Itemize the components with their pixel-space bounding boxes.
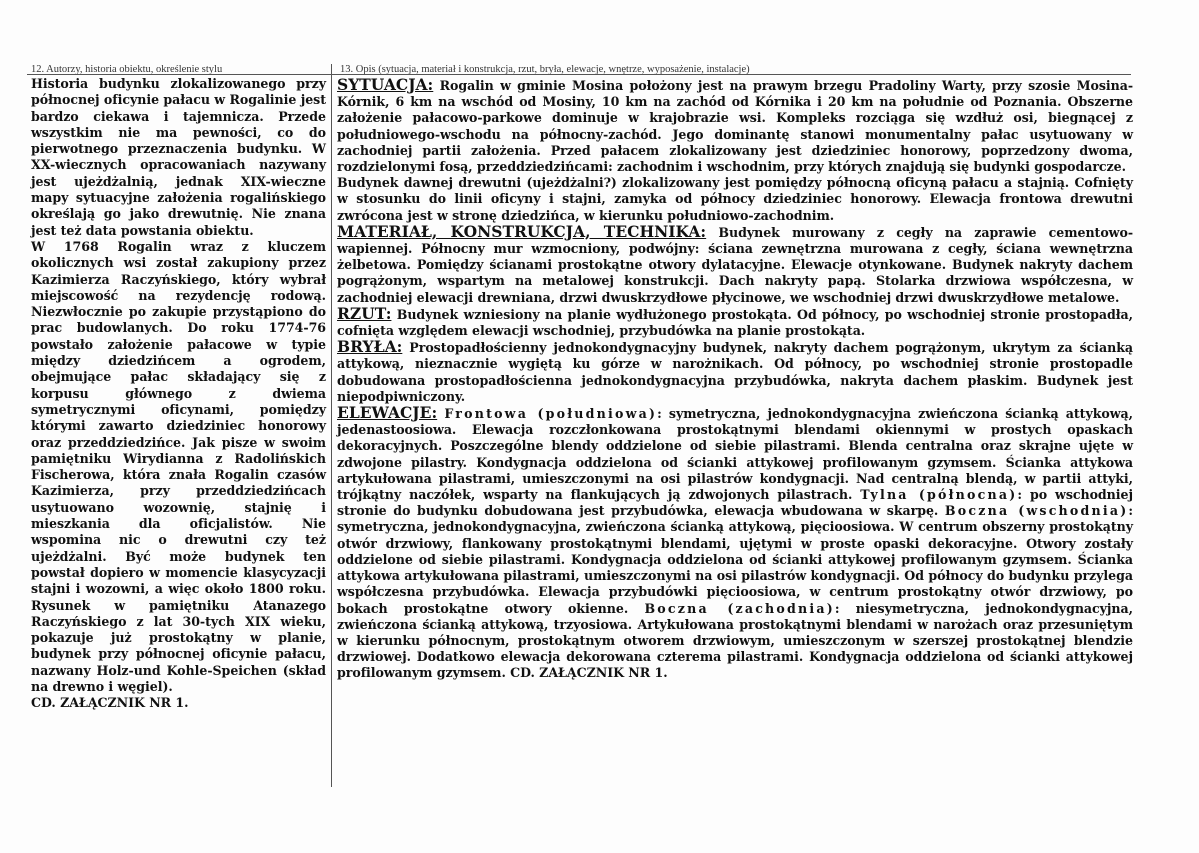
label-frontowa: Frontowa (południowa) (444, 406, 658, 422)
heading-sytuacja: SYTUACJA: (337, 75, 434, 94)
section-rzut (337, 303, 1133, 339)
history-column (31, 76, 326, 712)
material-text: Budynek murowany z cegły na zaprawie cementowo-wapiennej. Północny mur wzmocniony, podwójny: ściana zewnętrzna murowana z cegły, ściana wewnętrzna żelbetowa. Pomiędzy ścianami prostokątne otwory dylatacyjne. Elewacje otynkowane. Budynek nakryty dachem pogrążonym, wspartym na metalowej konstrukcji. Dach nakryty papą. Stolarka drzwiowa współczesna, w zachodniej elewacji drewniana, drzwi dwuskrzydłowe płycinowe, we wschodniej drzwi dwuskrzydłowe metalowe. (337, 224, 1133, 305)
left-column-header: 12. Autorzy, historia obiektu, określenie stylu (31, 64, 223, 75)
bryla-text: Prostopadłościenny jednokondygnacyjny budynek, nakryty dachem pogrążonym, ukrytym za ścianką attykową, nieznacznie wygiętą ku górze w narożnikach. Od północy, po wschodniej stronie prostopadle dobudowana prostopadłościenna jednokondygnacyjna przybudówka, nakryta dachem płaskim. Budynek jest niepodpiwniczony. (337, 340, 1133, 404)
frontowa-text: : symetryczna, jednokondygnacyjna zwieńczona ścianką attykową, jedenastoosiowa. Elewacja rozczłonkowana prostokątnymi blendami okiennymi w prostych opaskach dekoracyjnych. Poszczególne blendy oddzielone od siebie pilastrami. Blenda centralna oraz skrajne ujęte w zdwojone pilastry. Kondygnacja oddzielona od ścianki attykowej profilowanym gzymsem. Ścianka attykowa artykułowana pilastrami, umieszczonymi na osi pilastrów kondygnacji. Nad centralną blendą, w partii attyki, trójkątny naczółek, wsparty na flankujących ją zdwojonych pilastrach. (337, 406, 1133, 503)
tylna-text: : po wschodniej stronie do budynku dobudowana jest przybudówka, elewacja wbudowana w skarpę. (337, 487, 1133, 519)
section-material (337, 221, 1133, 306)
section-sytuacja (337, 77, 1133, 175)
heading-elewacje: ELEWACJE: (337, 403, 438, 423)
heading-bryla: BRYŁA: (337, 337, 403, 357)
history-continuation-note: CD. ZAŁĄCZNIK NR 1. (31, 695, 189, 711)
heading-rzut: RZUT: (337, 303, 392, 323)
description-column (337, 77, 1133, 682)
rzut-text: Budynek wzniesiony na planie wydłużonego prostokąta. Od północy, po wschodniej stronie prostopadła, cofnięta względem elewacji wschodniej, przybudówka na planie prostokąta. (337, 306, 1133, 339)
label-boczna-wschodnia: Boczna (wschodnia) (944, 503, 1129, 519)
boczna-zachodnia-text: : niesymetryczna, jednokondygnacyjna, zwieńczona ścianką attykową, trzyosiowa. Artykułowana prostokątnymi blendami w narożach oraz przesuniętym w kierunku północnym, prostokątnym otworem drzwiowym, umieszczonym w szerszej prostokątnej blendzie drzwiowej. Dodatkowo elewacja dekorowana czterema pilastrami. Kondygnacja oddzielona od ścianki attykowej profilowanym gzymsem. CD. ZAŁĄCZNIK NR 1. (337, 600, 1133, 681)
history-paragraph-2: W 1768 Rogalin wraz z kluczem okolicznych wsi został zakupiony przez Kazimierza Raczyńskiego, który wybrał miejscowość na rezydencję rodową. Niezwłocznie po zakupie przystąpiono do prac budowlanych. Do roku 1774-76 powstało założenie pałacowe w typie między dziedzińcem a ogrodem, obejmujące pałac składający się z korpusu głównego z dwiema symetrycznymi oficynami, pomiędzy którymi zawarto dziedziniec honorowy oraz przeddziedzińce. Jak pisze w swoim pamiętniku Wirydianna z Radolińskich Fischerowa, która znała Rogalin czasów Kazimierza, przy przeddziedzińcach usytuowano wozownię, stajnię i mieszkania dla oficjalistów. Nie wspomina nic o drewutni czy też ujeżdżalni. Być może budynek ten powstał dopiero w momencie klasycyzacji stajni i wozowni, a więc około 1800 roku. Rysunek w pamiętniku Atanazego Raczyńskiego z lat 30-tych XIX wieku, pokazuje już prostokątny w planie, budynek przy północnej oficynie pałacu, nazwany Holz-und Kohle-Speichen (skład na drewno i węgiel). (31, 238, 326, 694)
label-boczna-zachodnia: Boczna (zachodnia) (644, 600, 835, 616)
section-elewacje (337, 405, 1133, 681)
label-tylna: Tylna (północna) (860, 487, 1018, 503)
sytuacja-paragraph-2: Budynek dawnej drewutni (ujeżdżalni?) zlokalizowany jest pomiędzy północną oficyną pałacu a stajnią. Cofnięty w stosunku do linii oficyny i stajni, zamyka od północy dziedziniec honorowy. Elewacja frontowa drewutni zwrócona jest w stronę dziedzińca, w kierunku południowo-zachodnim. (337, 175, 1133, 223)
boczna-wschodnia-text: : symetryczna, jednokondygnacyjna, zwieńczona ścianką attykową, pięcioosiowa. W centrum obszerny prostokątny otwór drzwiowy, flankowany prostokątnymi blendami, ujętymi w proste opaski dekoracyjne. Otwory zostały oddzielone od siebie pilastrami. Kondygnacja oddzielona od ścianki attykowej profilowanym gzymsem. Ścianka attykowa artykułowana pilastrami, umieszczonymi na osi pilastrów kondygnacji. Od północy do budynku przylega współczesna przybudówka. Elewacja przybudówki pięcioosiowa, w centrum prostokątny otwór drzwiowy, po bokach prostokątne otwory okienne. (337, 503, 1133, 616)
sytuacja-text: Rogalin w gminie Mosina położony jest na prawym brzegu Pradoliny Warty, przy szosie Mosina-Kórnik, 6 km na wschód od Mosiny, 10 km na zachód od Kórnika i 20 km na południe od Poznania. Obszerne założenie pałacowo-parkowe dominuje w krajobrazie wsi. Kompleks rozciąga się wzdłuż osi, biegnącej z południowego-wschodu na północny-zachód. Jego dominantę stanowi monumentalny pałac usytuowany w zachodniej partii założenia. Przed pałacem zlokalizowany jest dziedziniec honorowy, poprzedzony dwoma, rozdzielonymi fosą, przeddziedzińcami: zachodnim i wschodnim, przy których znajdują się budynki gospodarcze. (337, 78, 1133, 175)
column-divider (331, 64, 332, 787)
heading-material: MATERIAŁ, KONSTRUKCJA, TECHNIKA: (337, 221, 707, 241)
section-bryla (337, 339, 1133, 405)
history-paragraph-1: Historia budynku zlokalizowanego przy północnej oficynie pałacu w Rogalinie jest bardzo ciekawa i tajemnicza. Przede wszystkim nie ma pewności, co do pierwotnego przeznaczenia budynku. W XX-wiecznych opracowaniach nazywany jest ujeżdżalnią, jednak XIX-wieczne mapy sytuacyjne założenia rogalińskiego określają go jako drewutnię. Nie znana jest też data powstania obiektu. (31, 76, 326, 238)
right-column-header: 13. Opis (sytuacja, materiał i konstrukcja, rzut, bryła, elewacje, wnętrze, wyposażenie, instalacje) (340, 64, 750, 75)
header-rule (27, 74, 1131, 75)
